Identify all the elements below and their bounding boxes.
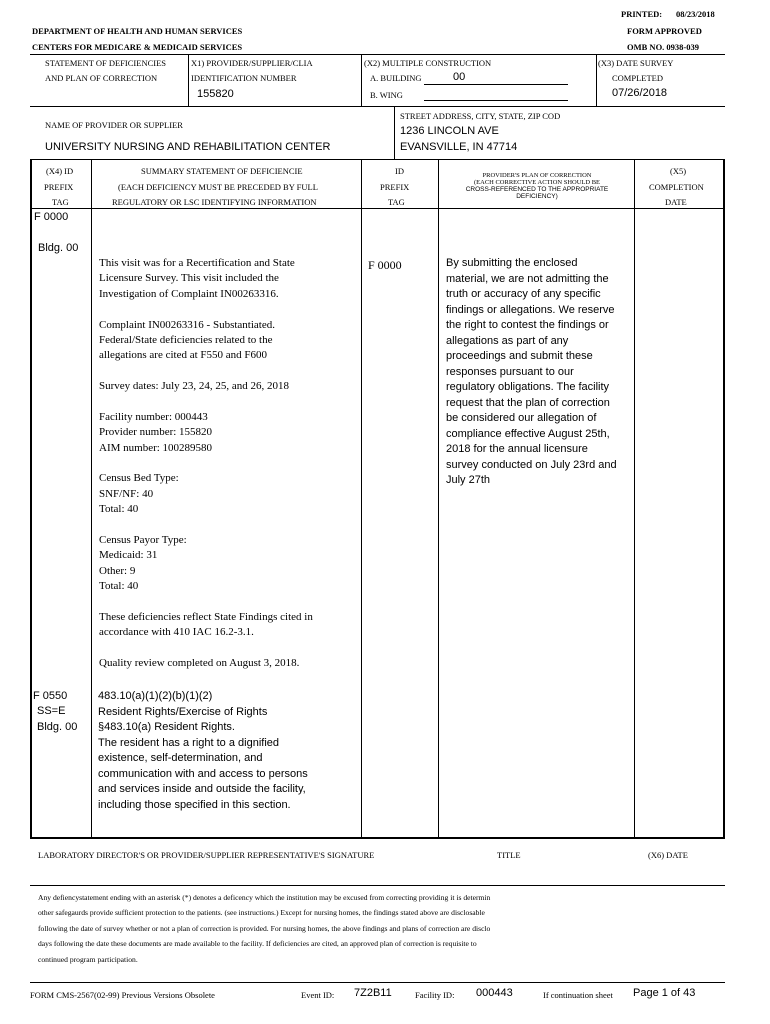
form-approved: FORM APPROVED [627,26,702,36]
provider-name: UNIVERSITY NURSING AND REHABILITATION CENTER [45,141,331,153]
centers-title: CENTERS FOR MEDICARE & MEDICAID SERVICES [32,42,243,52]
summary-line: These deficiencies reflect State Findings cited in [99,610,313,623]
summary-line: Medicaid: 31 [99,549,158,562]
summary-line [99,365,313,380]
plan-header-4: DEFICIENCY) [516,193,558,200]
street-address: 1236 LINCOLN AVE [400,125,499,137]
plan-header-3: CROSS-REFERENCED TO THE APPROPRIATE [465,186,609,193]
statement-label-2: AND PLAN OF CORRECTION [45,73,158,83]
bldg-label: Bldg. 00 [38,242,79,254]
correction-line: the right to contest the findings or [446,319,609,331]
tag-f0550-line: SS=E [37,705,66,718]
plan-header-1: PROVIDER'S PLAN OF CORRECTION [482,172,592,179]
summary-text [99,257,313,673]
address-label: STREET ADDRESS, CITY, STATE, ZIP COD [400,111,561,121]
x1-label-2: IDENTIFICATION NUMBER [191,73,297,83]
f550-line: Resident Rights/Exercise of Rights [98,705,268,718]
f550-line: §483.10(a) Resident Rights. [98,721,235,733]
tag-f0000-left: F 0000 [34,211,69,223]
correction-line: responses pursuant to our [446,365,574,378]
x3-label: (X3) DATE SURVEY [598,58,674,68]
summary-line: Provider number: 155820 [99,426,213,439]
disclaimer-text [38,893,490,970]
correction-line: findings or allegations. We reserve [446,303,615,316]
statement-label-1: STATEMENT OF DEFICIENCIES [45,58,167,68]
summary-header-1: SUMMARY STATEMENT OF DEFICIENCIE [141,166,303,176]
summary-line: Other: 9 [99,564,136,577]
city-state-zip: EVANSVILLE, IN 47714 [400,141,518,153]
summary-line: Licensure Survey. This visit included the [99,272,279,285]
x5-header-1: (X5) [670,166,687,176]
summary-line: Investigation of Complaint IN00263316. [99,287,279,300]
correction-line: be considered our allegation of [446,412,597,424]
correction-line: proceedings and submit these [446,350,593,362]
summary-line: Total: 40 [99,503,139,516]
x2-label: (X2) MULTIPLE CONSTRUCTION [364,58,492,68]
provider-number: 155820 [197,88,234,100]
correction-line: material, we are not admitting the [446,272,609,285]
f550-line: 483.10(a)(1)(2)(b)(1)(2) [98,690,213,702]
plan-header-2: (EACH CORRECTIVE ACTION SHOULD BE [473,179,601,186]
x5-header-3: DATE [665,197,687,207]
summary-line: SNF/NF: 40 [99,487,154,500]
omb-number: OMB NO. 0938-039 [627,42,700,52]
correction-line: truth or accuracy of any specific [446,288,601,300]
summary-line: AIM number: 100289580 [99,441,213,454]
tag-f0000-right: F 0000 [368,258,402,272]
continuation-label: If continuation sheet [543,990,613,1000]
x4-header-1: (X4) ID [46,166,74,176]
correction-line: By submitting the enclosed [446,257,578,269]
correction-line: regulatory obligations. The facility [446,381,610,393]
tag-f0550-line: Bldg. 00 [37,720,78,733]
correction-line: July 27th [446,474,491,486]
correction-line: allegations as part of any [446,334,569,347]
summary-line: Total: 40 [99,580,139,593]
correction-line: survey conducted on July 23rd and [446,458,617,471]
id-header-2: PREFIX [380,182,410,192]
form-number: FORM CMS-2567(02-99) Previous Versions Obsolete [30,990,215,1000]
summary-line [99,457,313,472]
summary-line: Federal/State deficiencies related to the [99,333,273,346]
summary-line [99,396,313,411]
summary-header-3: REGULATORY OR LSC IDENTIFYING INFORMATION [112,197,317,207]
summary-header-2: (EACH DEFICIENCY MUST BE PRECEDED BY FULL [118,182,318,192]
summary-line [99,519,313,534]
printed-date: 08/23/2018 [676,9,715,19]
correction-line: compliance effective August 25th, [446,427,610,440]
id-header-3: TAG [388,197,405,207]
summary-line: Census Payor Type: [99,534,187,547]
event-id-label: Event ID: [301,990,335,1000]
f550-line: including those specified in this section. [98,798,291,811]
summary-line: accordance with 410 IAC 16.2-3.1. [99,626,254,639]
survey-date: 07/26/2018 [612,87,668,99]
x3-label-2: COMPLETED [612,73,663,83]
summary-line [99,596,313,611]
summary-line: Quality review completed on August 3, 2018. [99,657,300,670]
disclaimer-line: other safegaurds provide sufficient protection to the patients. (see instructions.) Except for nursing homes, the findings stated above are disclosable [38,908,485,918]
x4-header-3: TAG [52,197,69,207]
department-title: DEPARTMENT OF HEALTH AND HUMAN SERVICES [32,26,243,36]
title-label: TITLE [497,850,521,860]
disclaimer-line: Any defiencystatement ending with an asterisk (*) denotes a deficency which the institution may be excused from correcting providing it is determin [38,893,491,902]
correction-text [446,257,617,490]
disclaimer-line: continued program participation. [38,954,138,964]
provider-name-label: NAME OF PROVIDER OR SUPPLIER [45,120,183,130]
f550-line: and services inside and outside the facility, [98,783,306,795]
disclaimer-line: following the date of survey whether or not a plan of correction is provided. For nursing homes, the above findings and plans of correction are disclo [38,923,491,933]
f550-line: existence, self-determination, and [98,752,263,764]
facility-id-label: Facility ID: [415,990,455,1000]
summary-line: Facility number: 000443 [99,410,208,423]
building-label: A. BUILDING [370,73,422,83]
summary-line: Survey dates: July 23, 24, 25, and 26, 2018 [99,380,290,393]
disclaimer-line: days following the date these documents are made available to the facility. If deficiencies are cited, an approved plan of correction is requisite to [38,939,477,949]
facility-id: 000443 [476,987,513,999]
x4-header-2: PREFIX [44,182,74,192]
printed-label: PRINTED: [621,9,663,19]
summary-line [99,642,313,657]
summary-line: Complaint IN00263316 - Substantiated. [99,318,275,331]
signature-label: LABORATORY DIRECTOR'S OR PROVIDER/SUPPLIER REPRESENTATIVE'S SIGNATURE [38,850,375,860]
page-number: Page 1 of 43 [633,987,696,999]
building-value: 00 [453,71,466,83]
event-id: 7Z2B11 [354,987,392,999]
wing-label: B. WING [370,90,403,100]
correction-line: 2018 for the annual licensure [446,443,588,455]
summary-line: allegations are cited at F550 and F600 [99,349,268,362]
f550-text [98,690,308,814]
x5-header-2: COMPLETION [649,182,704,192]
f550-line: The resident has a right to a dignified [98,736,280,749]
tag-f0550 [33,690,77,736]
correction-line: request that the plan of correction [446,396,610,409]
summary-line: This visit was for a Recertification and State [99,257,295,269]
date-label: (X6) DATE [648,850,688,860]
id-header-1: ID [395,166,404,176]
x1-label: X1) PROVIDER/SUPPLIER/CLIA [191,58,313,68]
f550-line: communication with and access to persons [98,767,308,780]
summary-line: Census Bed Type: [99,472,179,485]
summary-line [99,303,313,318]
tag-f0550-line: F 0550 [33,690,68,702]
